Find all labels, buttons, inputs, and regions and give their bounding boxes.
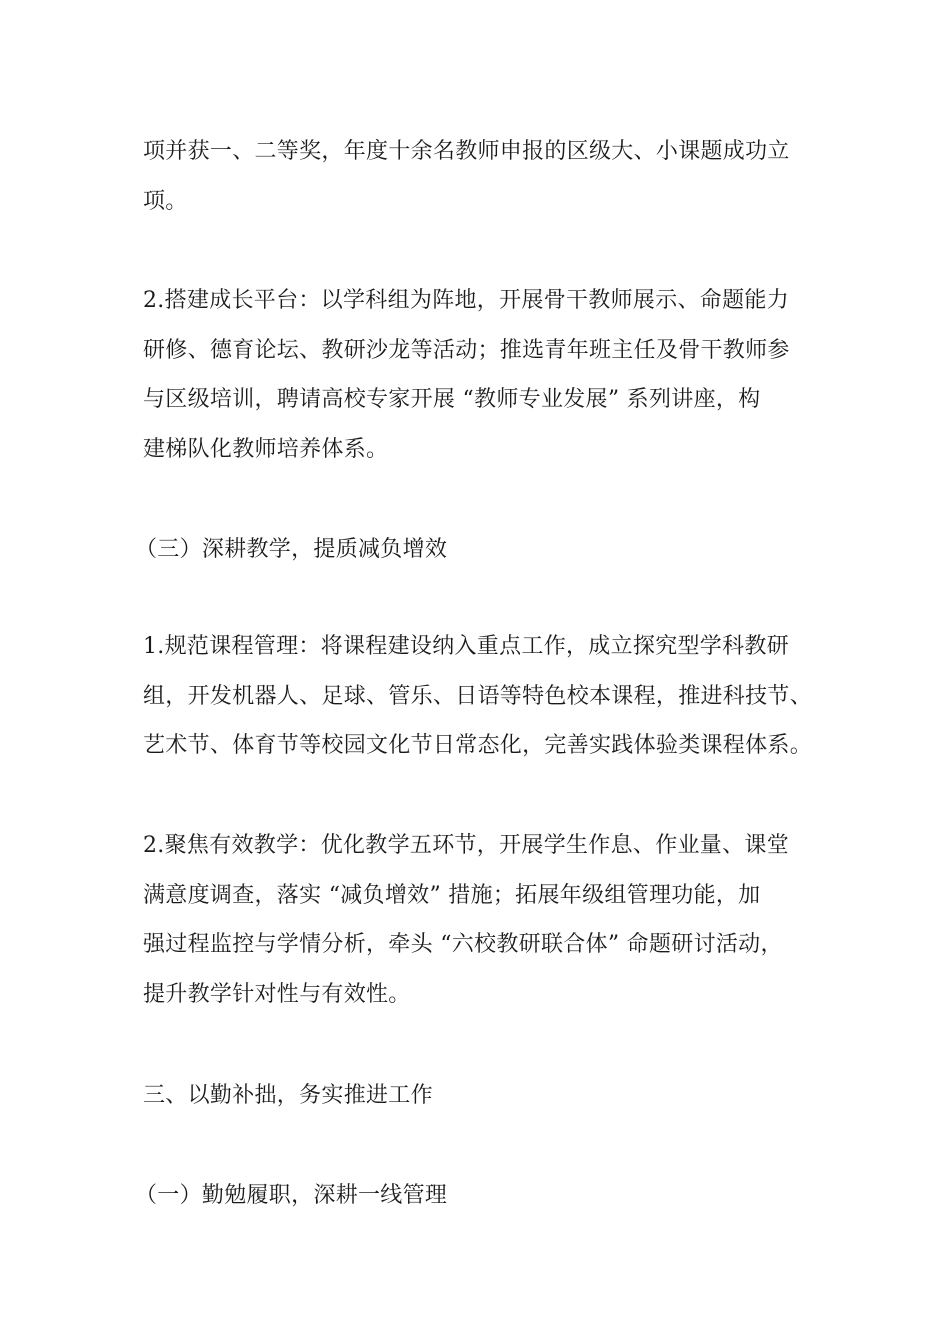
- text-line: 艺术节、体育节等校园文化节日常态化，完善实践体验类课程体系。: [143, 733, 813, 758]
- text-line: 与区级培训，聘请高校专家开展 “教师专业发展” 系列讲座，构: [143, 387, 761, 412]
- paragraph-growth-platform: [143, 276, 843, 474]
- text-line: 2.搭建成长平台：以学科组为阵地，开展骨干教师展示、命题能力: [143, 288, 789, 313]
- text-line: 研修、德育论坛、教研沙龙等活动；推选青年班主任及骨干教师参: [143, 337, 790, 363]
- text-line: 2.聚焦有效教学：优化教学五环节，开展学生作息、作业量、课堂: [143, 833, 789, 858]
- text-line: 项并获一、二等奖，年度十余名教师申报的区级大、小课题成功立: [143, 139, 790, 164]
- text-line: 项。: [143, 188, 188, 214]
- text-line: 强过程监控与学情分析，牵头 “六校教研联合体” 命题研讨活动，: [143, 932, 783, 957]
- section-heading-duties: （一）勤勉履职，深耕一线管理: [135, 1183, 448, 1208]
- text-line: 组，开发机器人、足球、管乐、日语等特色校本课程，推进科技节、: [143, 683, 813, 709]
- chapter-heading-diligence: 三、以勤补拙，务实推进工作: [143, 1083, 433, 1108]
- section-heading-teaching: （三）深耕教学，提质减负增效: [135, 537, 448, 562]
- text-line: 满意度调查，落实 “减负增效” 措施；拓展年级组管理功能，加: [143, 882, 761, 908]
- text-line: 提升教学针对性与有效性。: [143, 981, 411, 1007]
- paragraph-curriculum: [143, 622, 843, 771]
- paragraph-effective-teaching: [143, 821, 843, 1019]
- text-line: 建梯队化教师培养体系。: [143, 436, 389, 462]
- paragraph-awards: [143, 127, 843, 226]
- text-line: 1.规范课程管理：将课程建设纳入重点工作，成立探究型学科教研: [143, 634, 789, 659]
